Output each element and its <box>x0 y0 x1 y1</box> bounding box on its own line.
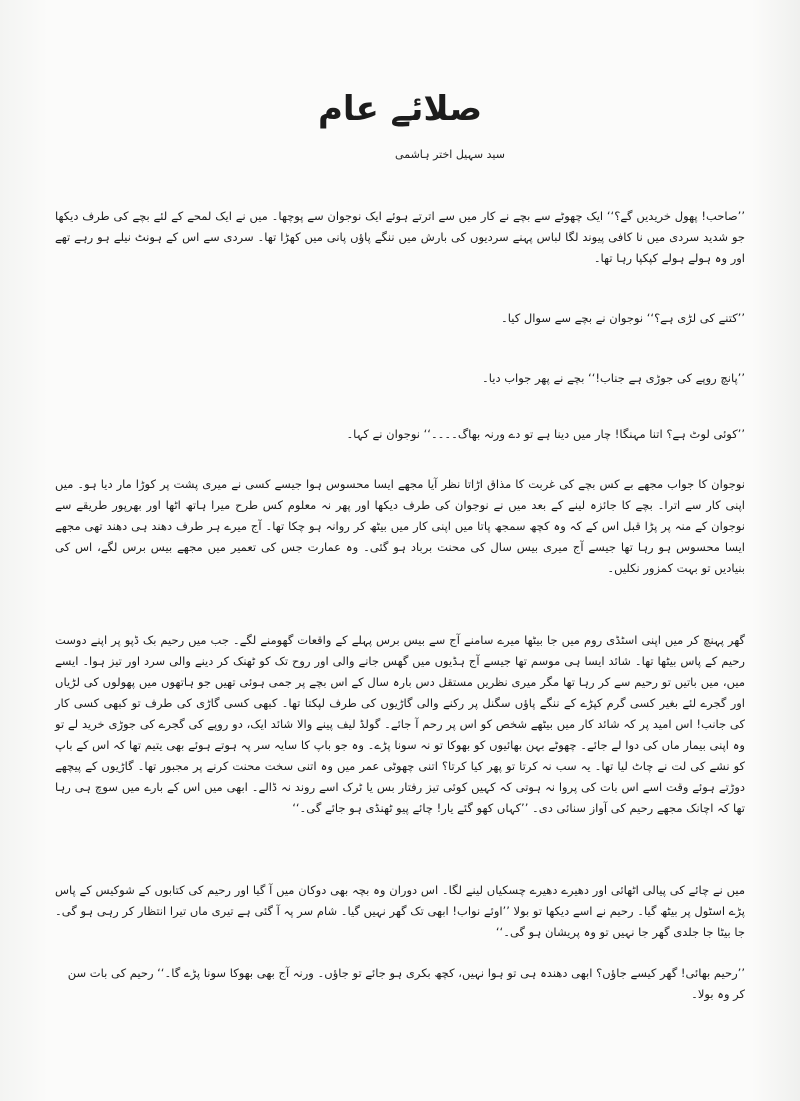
page-title: صلائے عام <box>317 89 483 129</box>
paragraph: نوجوان کا جواب مجھے بے کس بچے کی غربت کا مذاق اڑاتا نظر آیا مجھے ایسا محسوس ہوا جیسے کسی نے میری پشت پر کوڑا مار دیا ہو۔ میں اپنی کار سے اترا۔ بچے کا جائزہ لینے کے بعد میں نے نوجوان کی طرف دیکھا اور پھر نہ معلوم کس طرح میرا ہاتھ اٹھا اور بھرپور طریقے سے نوجوان کے منہ پر پڑا قبل اس کے کہ وہ کچھ سمجھ پاتا میں اپنی کار میں بیٹھ کر روانہ ہو چکا تھا۔ آج میرے ہر طرف دھند ہی دھند تھی مجھے ایسا محسوس ہو رہا تھا جیسے آج میری بیس سال کی محنت برباد ہو گئی۔ وہ عمارت جس کی تعمیر میں مجھے بیس برس لگے، اس کی بنیادیں تو بہت کمزور نکلیں۔ <box>55 477 745 575</box>
paragraph: ’’صاحب! پھول خریدیں گے؟‘‘ ایک چھوٹے سے بچے نے کار میں سے اترتے ہوئے ایک نوجوان سے پوچھا۔ میں نے ایک لمحے کے لئے بچے کی طرف دیکھا جو شدید سردی میں نا کافی پیوند لگا لباس پہنے سردیوں کی بارش میں ننگے پاؤں پانی میں کھڑا تھا۔ سردی سے اس کے ہونٹ نیلے ہو رہے تھے اور وہ ہولے ہولے کپکپا رہا تھا۔ <box>55 209 745 265</box>
paragraph: ’’رحیم بھائی! گھر کیسے جاؤں؟ ابھی دھندہ ہی تو ہوا نہیں، کچھ بکری ہو جائے تو جاؤں۔ ورنہ آج بھی بھوکا سونا پڑے گا۔‘‘ رحیم کی بات سن کر وہ بولا۔ <box>67 966 745 1001</box>
paragraph: ’’کتنے کی لڑی ہے؟‘‘ نوجوان نے بچے سے سوال کیا۔ <box>501 311 745 325</box>
paragraph: ’’پانچ روپے کی جوڑی ہے جناب!‘‘ بچے نے پھر جواب دیا۔ <box>482 371 745 385</box>
paragraph: میں نے چائے کی پیالی اٹھائی اور دھیرے دھیرے چسکیاں لینے لگا۔ اس دوران وہ بچہ بھی دوکان میں آ گیا اور رحیم کی کتابوں کے شوکیس کے پاس پڑے اسٹول پر بیٹھ گیا۔ رحیم نے اسے دیکھا تو بولا ’’اوئے نواب! ابھی تک گھر نہیں گیا۔ شام سر پہ آ گئی ہے تیری ماں تیرا انتظار کر رہی ہو گی۔ جا بیٹا جا جلدی گھر جا نہیں تو وہ پریشان ہو گی۔‘‘ <box>55 883 745 939</box>
paragraph: گھر پہنچ کر میں اپنی اسٹڈی روم میں جا بیٹھا میرے سامنے آج سے بیس برس پہلے کے واقعات گھومنے لگے۔ جب میں رحیم بک ڈپو پر اپنے دوست رحیم کے پاس بیٹھا تھا۔ شائد ایسا ہی موسم تھا جیسے آج ہڈیوں میں گھس جانے والی اور روح تک کو ٹھنک کر دینے والی سرد اور تیز ہوا۔ ایسے میں، میں باتیں تو رحیم سے کر رہا تھا مگر میری نظریں مستقل دس بارہ سال کے اس بچے پر جمی ہوئی تھیں جو ہاتھوں میں پھولوں کی لڑیاں اور گجرے لئے بغیر کسی گرم کپڑے کے ننگے پاؤں سگنل پر رکنے والی گاڑیوں کی طرف لپکتا تھا۔ کبھی کسی گاڑی کی طرف تو کبھی کسی کار کی جانب! اس امید پر کہ شائد کار میں بیٹھے شخص کو اس پر رحم آ جائے۔ گولڈ لیف پینے والا شائد ایک، دو روپے کی گجرے کی جوڑی خرید لے تو وہ اپنی بیمار ماں کی دوا لے جائے۔ چھوٹے بہن بھائیوں کو بھوکا تو نہ سونا پڑے۔ وہ جو باپ کا سایہ سر پہ ہوتے ہوئے بھی یتیم تھا کہ اس کے باپ کو نشے کی لت نے چاٹ لیا تھا۔ یہ سب نہ کرتا تو پھر کیا کرتا؟ اتنی چھوٹی عمر میں وہ اتنی سخت محنت کرنے پر مجبور تھا۔ گاڑیوں کے پیچھے دوڑتے ہوئے وقت اسے اس بات کی پروا نہ ہوتی کہ کہیں کوئی تیز رفتار بس یا ٹرک اسے روند نہ ڈالے۔ ابھی میں اس کے بارے میں سوچ ہی رہا تھا کہ اچانک مجھے رحیم کی آواز سنائی دی۔ ’’کہاں کھو گئے یار! چائے پیو ٹھنڈی ہو جائے گی۔‘‘ <box>55 633 745 815</box>
author-byline: سید سہیل اختر ہاشمی <box>395 148 505 161</box>
paragraph: ’’کوئی لوٹ ہے؟ اتنا مہنگا! چار میں دینا ہے تو دے ورنہ بھاگ۔۔۔۔‘‘ نوجوان نے کہا۔ <box>346 427 745 441</box>
